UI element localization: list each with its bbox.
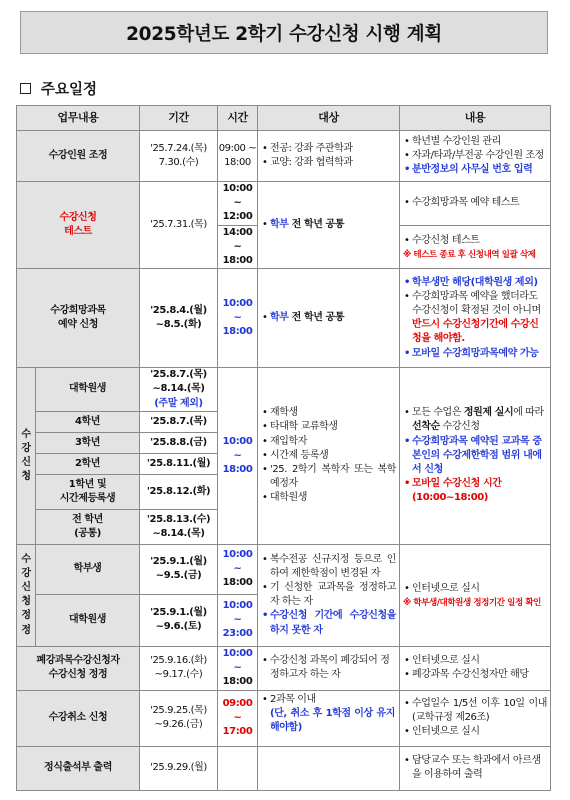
task-cell: 2학년 xyxy=(36,453,140,474)
period-cell: '25.8.4.(월) ~8.5.(화) xyxy=(140,269,218,368)
document-title: 2025학년도 2학기 수강신청 시행 계획 xyxy=(20,11,548,54)
table-header-row xyxy=(17,106,551,131)
header-content: 내용 xyxy=(400,106,551,131)
test-note: ※ 테스트 종료 후 신청내역 일괄 삭제 xyxy=(403,249,536,260)
task-cell: 4학년 xyxy=(36,411,140,432)
target-cell: • 전공: 강좌 주관학과 • 교양: 강좌 협력학과 xyxy=(258,131,400,182)
table-row xyxy=(17,746,551,790)
section-title: 주요일정 xyxy=(41,82,98,98)
time-cell: 10:00 ~ 18:00 xyxy=(218,544,258,594)
target-cell: • 수강신청 과목이 폐강되어 정정하고자 하는 자 xyxy=(258,646,400,690)
time-cell: 10:00 ~ 23:00 xyxy=(218,594,258,646)
period-cell: '25.8.11.(월) xyxy=(140,453,218,474)
target-cell: • 학부 전 학년 공통 xyxy=(258,269,400,368)
time-cell: 14:00 ~ 18:00 xyxy=(218,225,258,269)
category-correction: 수 강 신 청 정 정 xyxy=(17,544,36,646)
table-row xyxy=(17,544,551,594)
task-cell: 수강희망과목 예약 신청 xyxy=(17,269,140,368)
content-cell: • 학부생만 해당(대학원생 제외) • 수강희망과목 예약을 했더라도 수강신청이 확정된 것이 아니며 반드시 수강신청기간에 수강신청을 해야함. • 모바일 수강희망과목예약 가능 xyxy=(400,269,551,368)
task-cell: 학부생 xyxy=(36,544,140,594)
task-cell: 수강신청 테스트 xyxy=(17,182,140,269)
task-cell: 폐강과목수강신청자 수강신청 정정 xyxy=(17,646,140,690)
period-cell: '25.9.29.(월) xyxy=(140,746,218,790)
time-cell xyxy=(218,746,258,790)
table-row xyxy=(17,368,551,412)
table-row xyxy=(17,690,551,746)
target-cell: • 복수전공 신규지정 등으로 인하여 제한학점이 변경된 자 • 기 신청한 교과목을 정정하고자 하는 자 • 수강신청 기간에 수강신청을 하지 못한 자 xyxy=(258,544,400,646)
table-row xyxy=(17,646,551,690)
target-cell: • 2과목 이내 (단, 취소 후 1학점 이상 유지해야함) xyxy=(258,690,400,746)
content-cell: • 담당교수 또는 학과에서 아르샘을 이용하여 출력 xyxy=(400,746,551,790)
target-cell: • 재학생 • 타대학 교류학생 • 재입학자 • 시간제 등록생 • '25. 2학기 복학자 또는 복학예정자 • 대학원생 xyxy=(258,368,400,545)
period-cell: '25.9.1.(월) ~9.6.(토) xyxy=(140,594,218,646)
task-cell: 대학원생 xyxy=(36,594,140,646)
schedule-table xyxy=(16,105,551,791)
period-cell: '25.7.24.(목) 7.30.(수) xyxy=(140,131,218,182)
header-target: 대상 xyxy=(258,106,400,131)
table-row xyxy=(17,182,551,226)
cancel-target-note: (단, 취소 후 1학점 이상 유지해야함) xyxy=(270,707,395,734)
content-cell: • 수업일수 1/5선 이후 10일 이내(교학규정 제26조) • 인터넷으로 실시 xyxy=(400,690,551,746)
period-cell: '25.9.16.(화) ~9.17.(수) xyxy=(140,646,218,690)
task-cell: 전 학년 (공통) xyxy=(36,509,140,544)
target-cell xyxy=(258,746,400,790)
period-cell: '25.9.25.(목) ~9.26.(금) xyxy=(140,690,218,746)
task-cell: 1학년 및 시간제등록생 xyxy=(36,474,140,509)
period-cell: '25.8.13.(수) ~8.14.(목) xyxy=(140,509,218,544)
content-cell: • 수강신청 테스트 ※ 테스트 종료 후 신청내역 일괄 삭제 xyxy=(400,225,551,269)
content-cell: • 인터넷으로 실시 • 폐강과목 수강신청자만 해당 xyxy=(400,646,551,690)
content-cell: • 모든 수업은 정원제 실시에 따라 선착순 수강신청 • 수강희망과목 예약된 교과목 중 본인의 수강제한학점 범위 내에서 신청 • 모바일 수강신청 시간 (10:00~18:00) xyxy=(400,368,551,545)
category-registration: 수 강 신 청 xyxy=(17,368,36,545)
task-cell: 3학년 xyxy=(36,432,140,453)
square-bullet-icon xyxy=(20,83,31,94)
time-cell: 10:00 ~ 12:00 xyxy=(218,182,258,226)
period-cell: '25.7.31.(목) xyxy=(140,182,218,269)
content-cell: • 학년별 수강인원 관리 • 자과/타과/부전공 수강인원 조정 • 분반정보의 사무실 번호 입력 xyxy=(400,131,551,182)
time-cell: 10:00 ~ 18:00 xyxy=(218,646,258,690)
task-cell: 정식출석부 출력 xyxy=(17,746,140,790)
table-row xyxy=(17,269,551,368)
task-cell: 수강인원 조정 xyxy=(17,131,140,182)
header-task: 업무내용 xyxy=(17,106,140,131)
table-row xyxy=(17,131,551,182)
time-cell: 09:00 ~ 18:00 xyxy=(218,131,258,182)
period-cell: '25.9.1.(월) ~9.5.(금) xyxy=(140,544,218,594)
header-period: 기간 xyxy=(140,106,218,131)
target-cell: • 학부 전 학년 공통 xyxy=(258,182,400,269)
period-cell: '25.8.12.(화) xyxy=(140,474,218,509)
task-cell: 대학원생 xyxy=(36,368,140,412)
section-heading xyxy=(20,78,97,99)
correction-note: ※ 학부생/대학원생 정정기간 일정 확인 xyxy=(403,598,541,609)
task-cell: 수강취소 신청 xyxy=(17,690,140,746)
header-time: 시간 xyxy=(218,106,258,131)
period-cell: '25.8.7.(목) xyxy=(140,411,218,432)
period-cell: '25.8.8.(금) xyxy=(140,432,218,453)
time-cell: 10:00 ~ 18:00 xyxy=(218,368,258,545)
content-cell: • 인터넷으로 실시 ※ 학부생/대학원생 정정기간 일정 확인 xyxy=(400,544,551,646)
content-cell: • 수강희망과목 예약 테스트 xyxy=(400,182,551,226)
period-cell: '25.8.7.(목) ~8.14.(목) (주말 제외) xyxy=(140,368,218,412)
time-cell: 09:00 ~ 17:00 xyxy=(218,690,258,746)
time-cell: 10:00 ~ 18:00 xyxy=(218,269,258,368)
